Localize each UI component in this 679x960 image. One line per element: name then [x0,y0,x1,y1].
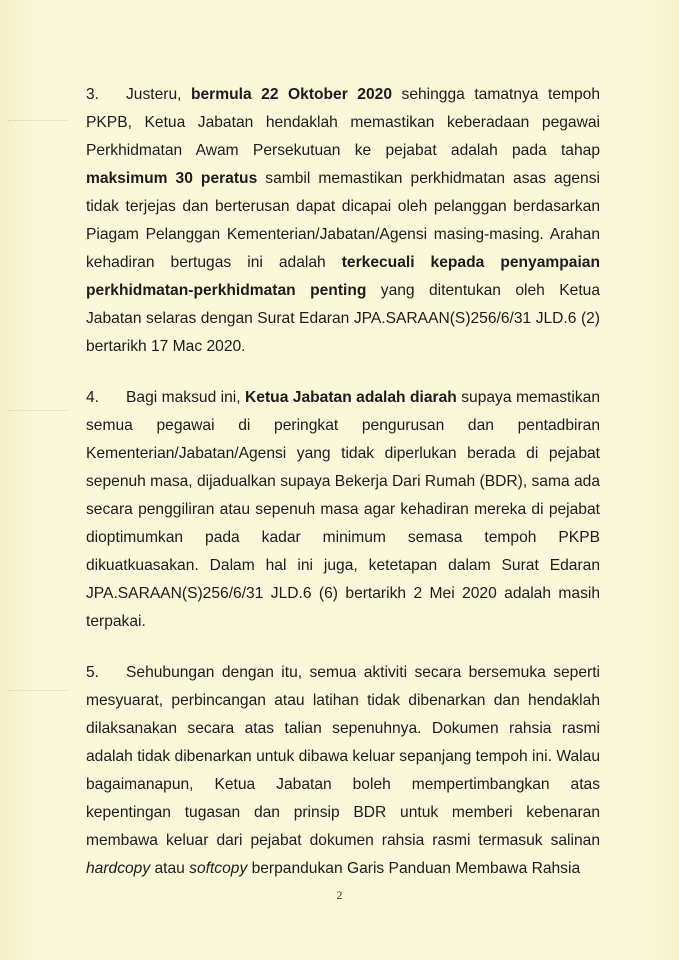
paragraph-text: Bagi maksud ini, [126,389,246,406]
paragraph-text-italic: softcopy [189,860,248,877]
paragraph-text-italic: hardcopy [86,860,151,877]
paragraph-text-bold: Ketua Jabatan adalah diarah [245,389,457,406]
paragraph-text-bold: terkecuali kepada penyampaian perkhidmatan-perkhidmatan penting [86,254,600,299]
paragraph-4 [86,384,600,636]
paragraph-number: 5. [86,664,100,681]
paragraph-text-bold: maksimum 30 peratus [86,170,258,187]
paragraph-number: 4. [86,389,100,406]
scan-artifact [8,410,68,413]
paragraph-text: supaya memastikan semua pegawai di peringkat pengurusan dan pentadbiran Kementerian/Jabatan/Agensi yang tidak diperlukan berada di pejabat sepenuh masa, dijadualkan supaya Bekerja Dari Rumah (BDR), sama ada secara penggiliran atau sepenuh masa agar kehadiran mereka di pejabat dioptimumkan pada kadar minimum semasa tempoh PKPB dikuatkuasakan. Dalam hal ini juga, ketetapan dalam Surat Edaran JPA.SARAAN(S)256/6/31 JLD.6 (6) bertarikh 2 Mei 2020 adalah masih terpakai. [86,389,601,630]
paragraph-text: yang ditentukan oleh Ketua Jabatan selaras dengan Surat Edaran JPA.SARAAN(S)256/6/31 JLD.6 (2) bertarikh 17 Mac 2020. [86,282,600,355]
paragraph-text: sehingga tamatnya tempoh PKPB, Ketua Jabatan hendaklah memastikan keberadaan pegawai Perkhidmatan Awam Persekutuan ke pejabat adalah pada tahap [86,86,600,159]
paragraph-5 [86,659,600,883]
paragraph-text: atau [150,860,190,877]
paragraph-number: 3. [86,86,100,103]
paragraph-text: sambil memastikan perkhidmatan asas agensi tidak terjejas dan berterusan dapat dicapai oleh pelanggan berdasarkan Piagam Pelanggan Kementerian/Jabatan/Agensi masing-masing. Arahan kehadiran bertugas ini adalah [86,170,600,271]
paragraph-3 [86,81,600,361]
scan-artifact [8,690,68,693]
page-number: 2 [336,888,343,902]
paragraph-text: Sehubungan dengan itu, semua aktiviti secara bersemuka seperti mesyuarat, perbincangan atau latihan tidak dibenarkan dan hendaklah dilaksanakan secara atas talian sepenuhnya. Dokumen rahsia rasmi adalah tidak dibenarkan untuk dibawa keluar sepanjang tempoh ini. Walau bagaimanapun, Ketua Jabatan boleh mempertimbangkan atas kepentingan tugasan dan prinsip BDR untuk memberi kebenaran membawa keluar dari pejabat dokumen rahsia rasmi termasuk salinan [86,664,600,849]
paragraph-text: Justeru, [126,86,191,103]
paragraph-text-bold: bermula 22 Oktober 2020 [190,86,393,103]
scan-artifact [8,120,68,123]
paragraph-text: berpandukan Garis Panduan Membawa Rahsia [247,860,581,877]
